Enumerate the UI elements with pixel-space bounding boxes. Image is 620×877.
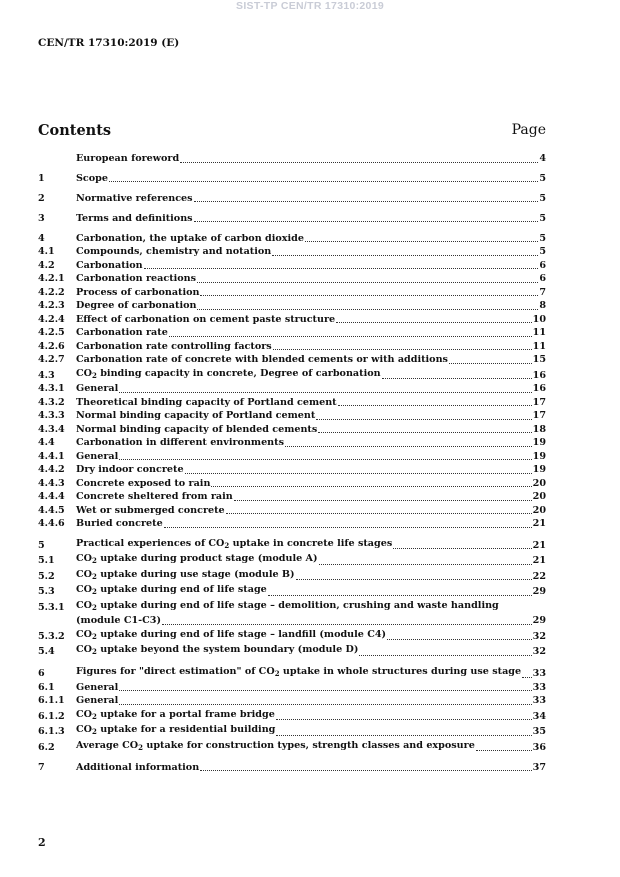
toc-entry[interactable] — [38, 537, 546, 553]
toc-entry-title[interactable] — [76, 568, 295, 584]
toc-title-text: Terms and definitions — [76, 212, 193, 224]
toc-entry-page: 20 — [532, 477, 546, 489]
document-id: CEN/TR 17310:2019 (E) — [38, 37, 180, 49]
toc-entry-number: 6.1.2 — [38, 710, 65, 722]
toc-entry-number: 4.4.6 — [38, 518, 65, 530]
dot-leader — [316, 419, 531, 420]
toc-entry-title[interactable] — [76, 326, 168, 340]
subscript: 2 — [92, 727, 97, 737]
toc-title-text: Practical experiences of CO — [76, 537, 225, 549]
toc-entry[interactable] — [38, 353, 546, 367]
toc-title-text: CO — [76, 367, 92, 379]
toc-title-text: Carbonation rate of concrete with blended cements or with additions — [76, 354, 448, 366]
dot-leader — [318, 432, 531, 433]
toc-entry[interactable] — [38, 583, 546, 599]
toc-entry-title[interactable] — [76, 286, 199, 300]
toc-entry-number: 4.2.2 — [38, 286, 65, 298]
toc-title-text: Degree of carbonation — [76, 300, 197, 312]
dot-leader — [285, 446, 532, 447]
toc-entry-number: 4.3 — [38, 369, 55, 381]
toc-entry-title[interactable] — [76, 436, 284, 450]
toc-entry-number: 4 — [38, 232, 45, 244]
toc-entry-number: 4.3.1 — [38, 383, 65, 395]
toc-entry-title[interactable] — [76, 192, 193, 206]
toc-entry[interactable] — [38, 739, 546, 755]
toc-entry[interactable] — [38, 367, 546, 383]
toc-entry-title[interactable] — [76, 232, 304, 246]
toc-entry[interactable] — [38, 152, 546, 166]
toc-entry-number: 1 — [38, 172, 45, 184]
toc-entry[interactable] — [38, 463, 546, 477]
dot-leader — [449, 363, 532, 364]
dot-leader — [144, 268, 539, 269]
toc-entry-page: 8 — [539, 300, 546, 312]
toc-entry-page: 37 — [532, 761, 546, 773]
toc-entry[interactable] — [38, 552, 546, 568]
toc-title-text: uptake for a residential building — [96, 724, 276, 736]
toc-title-text: uptake during end of life stage — [96, 584, 267, 596]
dot-leader — [268, 595, 532, 596]
toc-title-text: uptake for a portal frame bridge — [96, 708, 275, 720]
toc-entry-page: 11 — [532, 327, 546, 339]
toc-entry[interactable] — [38, 568, 546, 584]
toc-entry-title[interactable] — [76, 490, 233, 504]
dot-leader — [109, 181, 538, 182]
table-of-contents — [38, 152, 546, 774]
toc-title-text: CO — [76, 644, 92, 656]
toc-entry[interactable] — [38, 504, 546, 518]
toc-title-text: Process of carbonation — [76, 286, 200, 298]
toc-entry-page: 17 — [532, 396, 546, 408]
toc-entry-page: 19 — [532, 450, 546, 462]
toc-title-text: General — [76, 681, 119, 693]
toc-entry-number: 4.2.7 — [38, 354, 65, 366]
toc-entry-page: 5 — [539, 246, 546, 258]
toc-title-text: Concrete sheltered from rain — [76, 491, 233, 503]
toc-entry[interactable] — [38, 172, 546, 186]
toc-entry[interactable] — [38, 708, 546, 724]
dot-leader — [194, 201, 539, 202]
toc-entry[interactable] — [38, 423, 546, 437]
toc-entry-title-continued: (module C1-C3) — [76, 615, 162, 627]
toc-title-text: CO — [76, 599, 92, 611]
toc-title-text: General — [76, 695, 119, 707]
toc-entry[interactable] — [38, 490, 546, 504]
toc-title-text: Carbonation rate — [76, 327, 168, 339]
toc-entry-number: 4.2 — [38, 259, 55, 271]
toc-entry-page: 16 — [532, 369, 546, 381]
dot-leader — [476, 750, 532, 751]
dot-leader — [119, 704, 531, 705]
toc-entry-title[interactable] — [76, 665, 521, 681]
toc-entry-number: 4.2.6 — [38, 340, 65, 352]
toc-title-text: uptake beyond the system boundary (module D) — [96, 644, 359, 656]
toc-entry-number: 3 — [38, 212, 45, 224]
dot-leader — [276, 719, 532, 720]
toc-entry-title[interactable] — [76, 537, 392, 553]
toc-title-text: uptake during product stage (module A) — [96, 553, 318, 565]
toc-entry-title[interactable] — [76, 423, 317, 437]
toc-entry-title[interactable] — [76, 681, 118, 695]
toc-title-text: Carbonation — [76, 259, 143, 271]
toc-title-text: CO — [76, 584, 92, 596]
toc-entry[interactable] — [38, 723, 546, 739]
toc-entry-number: 5.1 — [38, 555, 55, 567]
toc-entry-page: 16 — [532, 383, 546, 395]
toc-entry-page: 21 — [532, 555, 546, 567]
toc-entry[interactable] — [38, 761, 546, 775]
dot-leader — [119, 392, 531, 393]
toc-entry-title[interactable] — [76, 477, 210, 491]
toc-title-text: Normal binding capacity of Portland cement — [76, 410, 316, 422]
toc-entry[interactable] — [38, 259, 546, 273]
toc-entry-page: 15 — [532, 354, 546, 366]
toc-entry-number: 6.1.3 — [38, 726, 65, 738]
toc-entry-number: 4.4.2 — [38, 464, 65, 476]
toc-title-text: uptake during end of life stage – landfill (module C4) — [96, 628, 387, 640]
page-column-label: Page — [511, 122, 546, 138]
toc-entry-title[interactable] — [76, 761, 199, 775]
toc-entry-page: 34 — [532, 710, 546, 722]
toc-title-text: CO — [76, 568, 92, 580]
toc-entry-page: 4 — [539, 153, 546, 164]
dot-leader — [305, 241, 538, 242]
toc-title-text: Carbonation, the uptake of carbon dioxide — [76, 232, 304, 244]
toc-entry-page: 19 — [532, 464, 546, 476]
dot-leader — [119, 690, 531, 691]
toc-entry-page: 7 — [539, 286, 546, 298]
toc-entry-title[interactable] — [76, 599, 499, 615]
toc-title-text: Carbonation reactions — [76, 273, 197, 285]
toc-entry-page: 32 — [532, 630, 546, 642]
toc-title-text: uptake for construction types, strength classes and exposure — [143, 739, 475, 751]
subscript: 2 — [92, 587, 97, 597]
toc-title-text: Normal binding capacity of blended cements — [76, 423, 318, 435]
toc-entry[interactable] — [38, 212, 546, 226]
toc-entry-title[interactable] — [76, 739, 475, 755]
toc-entry-title[interactable] — [76, 694, 118, 708]
toc-entry-title[interactable] — [76, 172, 108, 186]
toc-entry[interactable] — [38, 517, 546, 531]
toc-entry-number: 4.4.3 — [38, 477, 65, 489]
toc-title-text: Compounds, chemistry and notation — [76, 246, 272, 258]
toc-entry-number: 5.4 — [38, 646, 55, 658]
toc-title-text: Carbonation in different environments — [76, 437, 284, 449]
toc-title-text: CO — [76, 553, 92, 565]
toc-entry[interactable] — [38, 272, 546, 286]
toc-entry-title[interactable] — [76, 450, 118, 464]
toc-entry-number: 4.4.1 — [38, 450, 65, 462]
toc-entry-page: 35 — [532, 726, 546, 738]
toc-entry-number: 5.3 — [38, 586, 55, 598]
dot-leader — [197, 282, 538, 283]
toc-entry[interactable] — [38, 396, 546, 410]
toc-entry-title[interactable] — [76, 245, 271, 259]
toc-title-text: binding capacity in concrete, Degree of carbonation — [96, 367, 381, 379]
toc-title-text: General — [76, 383, 119, 395]
dot-leader — [169, 336, 532, 337]
dot-leader — [164, 527, 532, 528]
contents-title: Contents — [38, 122, 112, 139]
toc-entry-number: 4.1 — [38, 246, 55, 258]
toc-title-text: CO — [76, 708, 92, 720]
toc-entry-number: 4.2.1 — [38, 273, 65, 285]
watermark: SIST-TP CEN/TR 17310:2019 — [236, 0, 384, 12]
dot-leader — [359, 655, 531, 656]
toc-title-text: Buried concrete — [76, 518, 163, 530]
toc-entry-number: 4.2.5 — [38, 327, 65, 339]
toc-entry-title[interactable] — [76, 396, 337, 410]
dot-leader — [200, 295, 538, 296]
toc-title-text: Wet or submerged concrete — [76, 504, 225, 516]
toc-title-text: Theoretical binding capacity of Portland cement — [76, 396, 337, 408]
dot-leader — [200, 770, 531, 771]
toc-title-text: CO — [76, 628, 92, 640]
subscript: 2 — [92, 647, 97, 657]
toc-entry-number: 4.2.3 — [38, 300, 65, 312]
toc-title-text: Effect of carbonation on cement paste structure — [76, 313, 336, 325]
dot-leader — [162, 624, 532, 625]
toc-entry-page: 5 — [539, 212, 546, 224]
toc-entry-title[interactable] — [76, 504, 225, 518]
toc-title-text: Scope — [76, 172, 108, 184]
toc-entry[interactable] — [38, 643, 546, 659]
dot-leader — [272, 255, 538, 256]
toc-title-text: Additional information — [76, 761, 200, 773]
dot-leader — [336, 322, 532, 323]
toc-entry-page: 20 — [532, 491, 546, 503]
toc-entry-title[interactable] — [76, 708, 275, 724]
toc-entry-number: 4.3.4 — [38, 423, 65, 435]
toc-title-text: European foreword — [76, 153, 180, 164]
toc-entry-page: 21 — [532, 539, 546, 551]
subscript: 2 — [92, 602, 97, 612]
subscript: 2 — [224, 540, 230, 550]
dot-leader — [338, 405, 532, 406]
toc-entry[interactable] — [38, 313, 546, 327]
dot-leader — [382, 378, 532, 379]
toc-title-text: General — [76, 450, 119, 462]
toc-entry[interactable] — [38, 340, 546, 354]
dot-leader — [296, 579, 532, 580]
toc-entry-title[interactable] — [76, 583, 267, 599]
toc-entry[interactable] — [38, 436, 546, 450]
toc-entry-page: 22 — [532, 570, 546, 582]
toc-entry-number: 5 — [38, 539, 45, 551]
dot-leader — [211, 486, 531, 487]
toc-entry-page: 21 — [532, 518, 546, 530]
toc-entry[interactable] — [38, 477, 546, 491]
toc-entry-title[interactable] — [76, 643, 358, 659]
toc-entry[interactable] — [38, 299, 546, 313]
dot-leader — [393, 548, 531, 549]
toc-entry-title[interactable] — [76, 382, 118, 396]
toc-title-text: uptake during end of life stage – demolition, crushing and waste handling — [96, 599, 499, 611]
toc-title-text: uptake in whole structures during use stage — [279, 666, 522, 678]
toc-entry-page: 5 — [539, 192, 546, 204]
toc-entry-title[interactable] — [76, 313, 335, 327]
toc-entry-page: 6 — [539, 259, 546, 271]
toc-title-text: Dry indoor concrete — [76, 464, 184, 476]
toc-entry-page: 17 — [532, 410, 546, 422]
toc-entry-page: 33 — [532, 668, 546, 680]
toc-entry-page: 33 — [532, 681, 546, 693]
toc-entry-number: 7 — [38, 761, 45, 773]
dot-leader — [226, 513, 532, 514]
toc-title-text: uptake in concrete life stages — [229, 537, 393, 549]
toc-entry-number: 4.4 — [38, 437, 55, 449]
toc-entry[interactable] — [38, 286, 546, 300]
toc-entry-title[interactable] — [76, 409, 315, 423]
toc-title-text: uptake during use stage (module B) — [96, 568, 295, 580]
subscript: 2 — [92, 556, 97, 566]
dot-leader — [522, 677, 532, 678]
toc-entry-page: 18 — [532, 423, 546, 435]
toc-entry[interactable] — [38, 450, 546, 464]
dot-leader — [387, 639, 532, 640]
toc-entry-title[interactable] — [76, 272, 196, 286]
toc-entry-title[interactable] — [76, 212, 193, 226]
toc-entry[interactable] — [38, 232, 546, 246]
toc-title-text: Concrete exposed to rain — [76, 477, 211, 489]
toc-entry[interactable] — [38, 192, 546, 206]
toc-entry[interactable] — [38, 382, 546, 396]
toc-entry-page: 29 — [532, 615, 546, 627]
subscript: 2 — [92, 370, 97, 380]
subscript: 2 — [92, 711, 97, 721]
toc-entry-page: 10 — [532, 313, 546, 325]
dot-leader — [197, 309, 538, 310]
toc-entry-title[interactable] — [76, 340, 272, 354]
toc-entry[interactable] — [38, 409, 546, 423]
toc-entry-page: 19 — [532, 437, 546, 449]
toc-entry-page: 29 — [532, 586, 546, 598]
toc-entry[interactable] — [38, 599, 546, 615]
toc-entry-number: 2 — [38, 192, 45, 204]
toc-entry-title[interactable] — [76, 299, 196, 313]
toc-entry[interactable] — [38, 245, 546, 259]
toc-title-text: Average CO — [76, 739, 139, 751]
toc-entry-page: 5 — [539, 172, 546, 184]
dot-leader — [185, 473, 532, 474]
toc-entry-page: 33 — [532, 695, 546, 707]
toc-title-text: CO — [76, 724, 92, 736]
toc-entry-number: 6.2 — [38, 741, 55, 753]
toc-entry-number: 5.2 — [38, 570, 55, 582]
toc-entry-continuation[interactable] — [38, 614, 546, 628]
toc-entry-page: 36 — [532, 741, 546, 753]
dot-leader — [276, 735, 531, 736]
toc-entry-number: 4.3.3 — [38, 410, 65, 422]
dot-leader — [319, 564, 532, 565]
toc-entry-page: 5 — [539, 232, 546, 244]
toc-entry-title[interactable] — [76, 463, 184, 477]
toc-entry[interactable] — [38, 681, 546, 695]
dot-leader — [180, 162, 538, 163]
toc-entry[interactable] — [38, 694, 546, 708]
subscript: 2 — [92, 631, 97, 641]
dot-leader — [273, 349, 532, 350]
toc-entry-number: 5.3.1 — [38, 601, 65, 613]
dot-leader — [119, 459, 531, 460]
toc-entry-page: 20 — [532, 504, 546, 516]
toc-entry-number: 4.3.2 — [38, 396, 65, 408]
toc-entry-number: 5.3.2 — [38, 630, 65, 642]
toc-entry-title[interactable] — [76, 259, 143, 273]
toc-entry[interactable] — [38, 326, 546, 340]
toc-entry-page: 32 — [532, 646, 546, 658]
toc-entry-number: 6.1 — [38, 681, 55, 693]
toc-entry-page: 11 — [532, 340, 546, 352]
toc-title-text: Figures for "direct estimation" of CO — [76, 666, 275, 678]
toc-entry[interactable] — [38, 628, 546, 644]
toc-entry-title[interactable] — [76, 628, 386, 644]
toc-entry-number: 4.2.4 — [38, 313, 65, 325]
dot-leader — [194, 221, 539, 222]
toc-entry-title[interactable] — [76, 517, 163, 531]
toc-title-text: Carbonation rate controlling factors — [76, 340, 272, 352]
subscript: 2 — [92, 571, 97, 581]
dot-leader — [234, 500, 532, 501]
toc-entry-title[interactable] — [76, 367, 381, 383]
toc-entry-number: 6.1.1 — [38, 695, 65, 707]
toc-entry-title[interactable] — [76, 723, 275, 739]
toc-entry-title[interactable] — [76, 353, 448, 367]
toc-entry-title[interactable] — [76, 552, 318, 568]
subscript: 2 — [274, 669, 280, 679]
subscript: 2 — [138, 742, 144, 752]
page-number: 2 — [38, 836, 46, 849]
toc-entry-title[interactable] — [76, 152, 179, 166]
toc-entry[interactable] — [38, 665, 546, 681]
toc-entry-number: 4.4.4 — [38, 491, 65, 503]
toc-entry-number: 6 — [38, 668, 45, 680]
toc-title-text: Normative references — [76, 192, 193, 204]
toc-entry-page: 6 — [539, 273, 546, 285]
toc-entry-number: 4.4.5 — [38, 504, 65, 516]
